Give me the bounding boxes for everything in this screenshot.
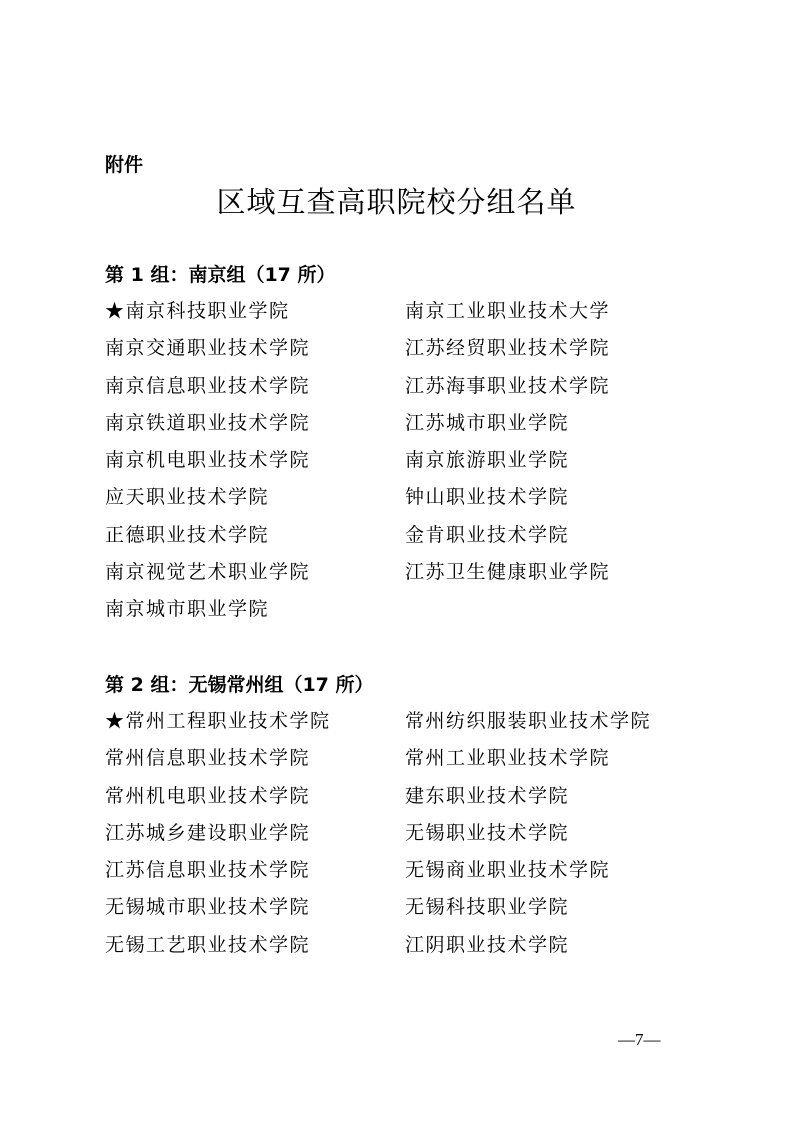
school-name: 南京信息职业技术学院: [105, 374, 311, 397]
school-name: 建东职业技术学院: [405, 784, 570, 807]
school-name: 常州工业职业技术学院: [405, 747, 611, 770]
attachment-label: 附件: [105, 154, 144, 176]
school-name: 南京城市职业学院: [105, 598, 270, 621]
school-name: 江苏海事职业技术学院: [405, 374, 611, 397]
school-name: 江苏卫生健康职业学院: [405, 561, 611, 584]
school-name: ★南京科技职业学院: [105, 300, 290, 322]
school-name: 江苏经贸职业技术学院: [405, 337, 611, 360]
page-number: —7—: [618, 1030, 661, 1049]
school-name: 南京交通职业技术学院: [105, 337, 311, 360]
school-list: [105, 293, 705, 629]
school-name: 江苏信息职业技术学院: [105, 859, 311, 882]
school-name: 钟山职业技术学院: [405, 486, 570, 509]
school-name: 南京机电职业技术学院: [105, 449, 311, 472]
group-wuxi-changzhou: [105, 667, 705, 964]
document-title: 区域互查高职院校分组名单: [216, 185, 577, 219]
school-name: 江苏城市职业学院: [405, 411, 570, 434]
group-heading: 第 2 组：无锡常州组（17 所）: [105, 674, 374, 696]
school-name: 南京工业职业技术大学: [405, 300, 611, 322]
school-name: 常州信息职业技术学院: [105, 747, 311, 770]
school-name: 江阴职业技术学院: [405, 933, 570, 956]
school-name: 无锡工艺职业技术学院: [105, 933, 311, 956]
school-name: 无锡科技职业学院: [405, 896, 570, 919]
school-name: 无锡城市职业技术学院: [105, 896, 311, 919]
school-name: 常州机电职业技术学院: [105, 784, 311, 807]
school-name: 南京视觉艺术职业学院: [105, 561, 311, 584]
school-name: 应天职业技术学院: [105, 486, 270, 509]
school-list: [105, 703, 705, 964]
school-name: 常州纺织服装职业技术学院: [405, 710, 652, 732]
school-name: 南京铁道职业技术学院: [105, 411, 311, 434]
school-name: 无锡职业技术学院: [405, 821, 570, 844]
school-name: 金肯职业技术学院: [405, 523, 570, 546]
group-nanjing: [105, 257, 705, 629]
school-name: ★常州工程职业技术学院: [105, 710, 331, 732]
school-name: 江苏城乡建设职业学院: [105, 821, 311, 844]
group-heading: 第 1 组：南京组（17 所）: [105, 264, 336, 286]
school-name: 南京旅游职业学院: [405, 449, 570, 472]
school-name: 无锡商业职业技术学院: [405, 859, 611, 882]
school-name: 正德职业技术学院: [105, 523, 270, 546]
